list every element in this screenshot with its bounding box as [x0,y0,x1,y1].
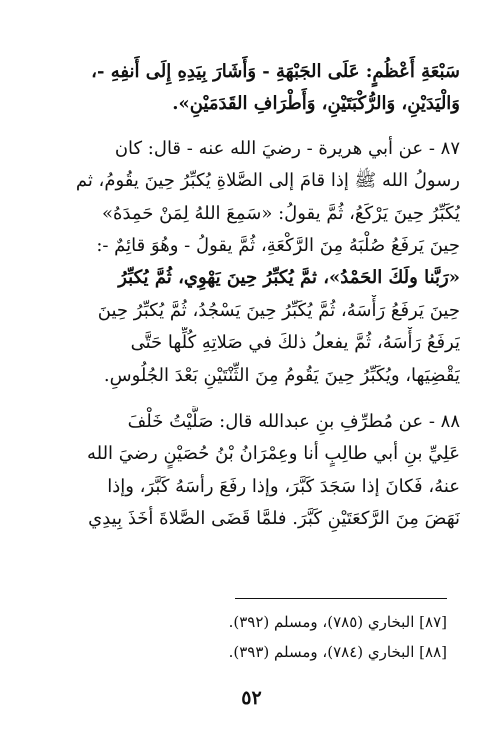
text-line: نَهَضَ مِنَ الرَّكعَتَيْنِ كَبَّرَ. فلمَّا قَضَى الصَّلاةَ أخَذَ بِيدِي [88,508,460,530]
footnote: [٨٨] البخاري (٧٨٤)، ومسلم (٣٩٣). [228,643,447,661]
text-line: يُكَبِّرُ حِينَ يَرْكَعُ، ثُمَّ يقولُ: «سَمِعَ اللهُ لِمَنْ حَمِدَهُ» [102,202,460,224]
paragraph-hadith-continuation [56,56,460,121]
text-line: حِينَ يَرفَعُ صُلْبَهُ مِنَ الرَّكْعَةِ، ثُمَّ يقولُ - وهُوَ قائِمٌ -: [96,234,460,256]
footnote-divider [235,598,447,599]
page-number: ٥٢ [241,687,262,709]
text-line: وَالْيَدَيْنِ، وَالرُّكْبَتَيْنِ، وَأَطْرَافِ القَدَمَيْنِ». [172,93,460,115]
text-line: يَقْضِيَها، ويُكَبِّرُ حِينَ يَقُومُ مِنَ الثِّنْتَيْنِ بَعْدَ الجُلُوسِ. [103,364,460,386]
text-line: رسولُ الله ﷺ إذا قامَ إلى الصَّلاةِ يُكبِّرُ حِينَ يقُومُ، ثم [75,170,460,192]
footnote: [٨٧] البخاري (٧٨٥)، ومسلم (٣٩٢). [228,613,447,631]
text-line: سَبْعَةِ أَعْظُمٍ: عَلَى الجَبْهَةِ - وَأَشَارَ بِيَدِهِ إِلَى أَنفِهِ -، [91,61,460,82]
text-line: يَرفَعُ رَأْسَهُ، ثُمَّ يفعلُ ذلكَ في صَلاتِهِ كُلِّها حَتَّى [130,332,460,354]
text-line: عنهُ، فَكانَ إذا سَجَدَ كَبَّرَ، وإذا رفَعَ رأسَهُ كَبَّرَ، وإذا [107,475,460,497]
paragraph-hadith-88 [56,406,460,536]
text-line: ٨٧ - عن أبي هريرة - رضيَ الله عنه - قال: كان [114,137,460,159]
paragraph-hadith-87 [56,133,460,392]
text-line: عَلِيِّ بنِ أبي طالِبٍ أنا وعِمْرَانُ بْنُ حُصَيْنٍ رضيَ الله [86,443,460,465]
footnotes [43,607,447,667]
text-line: «رَبَّنا ولَكَ الحَمْدُ»، ثمَّ يُكبِّرُ حِينَ يَهْوِي، ثُمَّ يُكبِّرُ [118,267,460,289]
text-line: حِينَ يَرفَعُ رَأْسَهُ، ثُمَّ يُكَبِّرُ حِينَ يَسْجُدُ، ثُمَّ يُكبِّرُ حِينَ [97,299,460,321]
main-text [56,56,460,535]
text-line: ٨٨ - عن مُطرِّفِ بنِ عبدالله قال: صَلَّيْتُ خَلْفَ [127,410,460,432]
